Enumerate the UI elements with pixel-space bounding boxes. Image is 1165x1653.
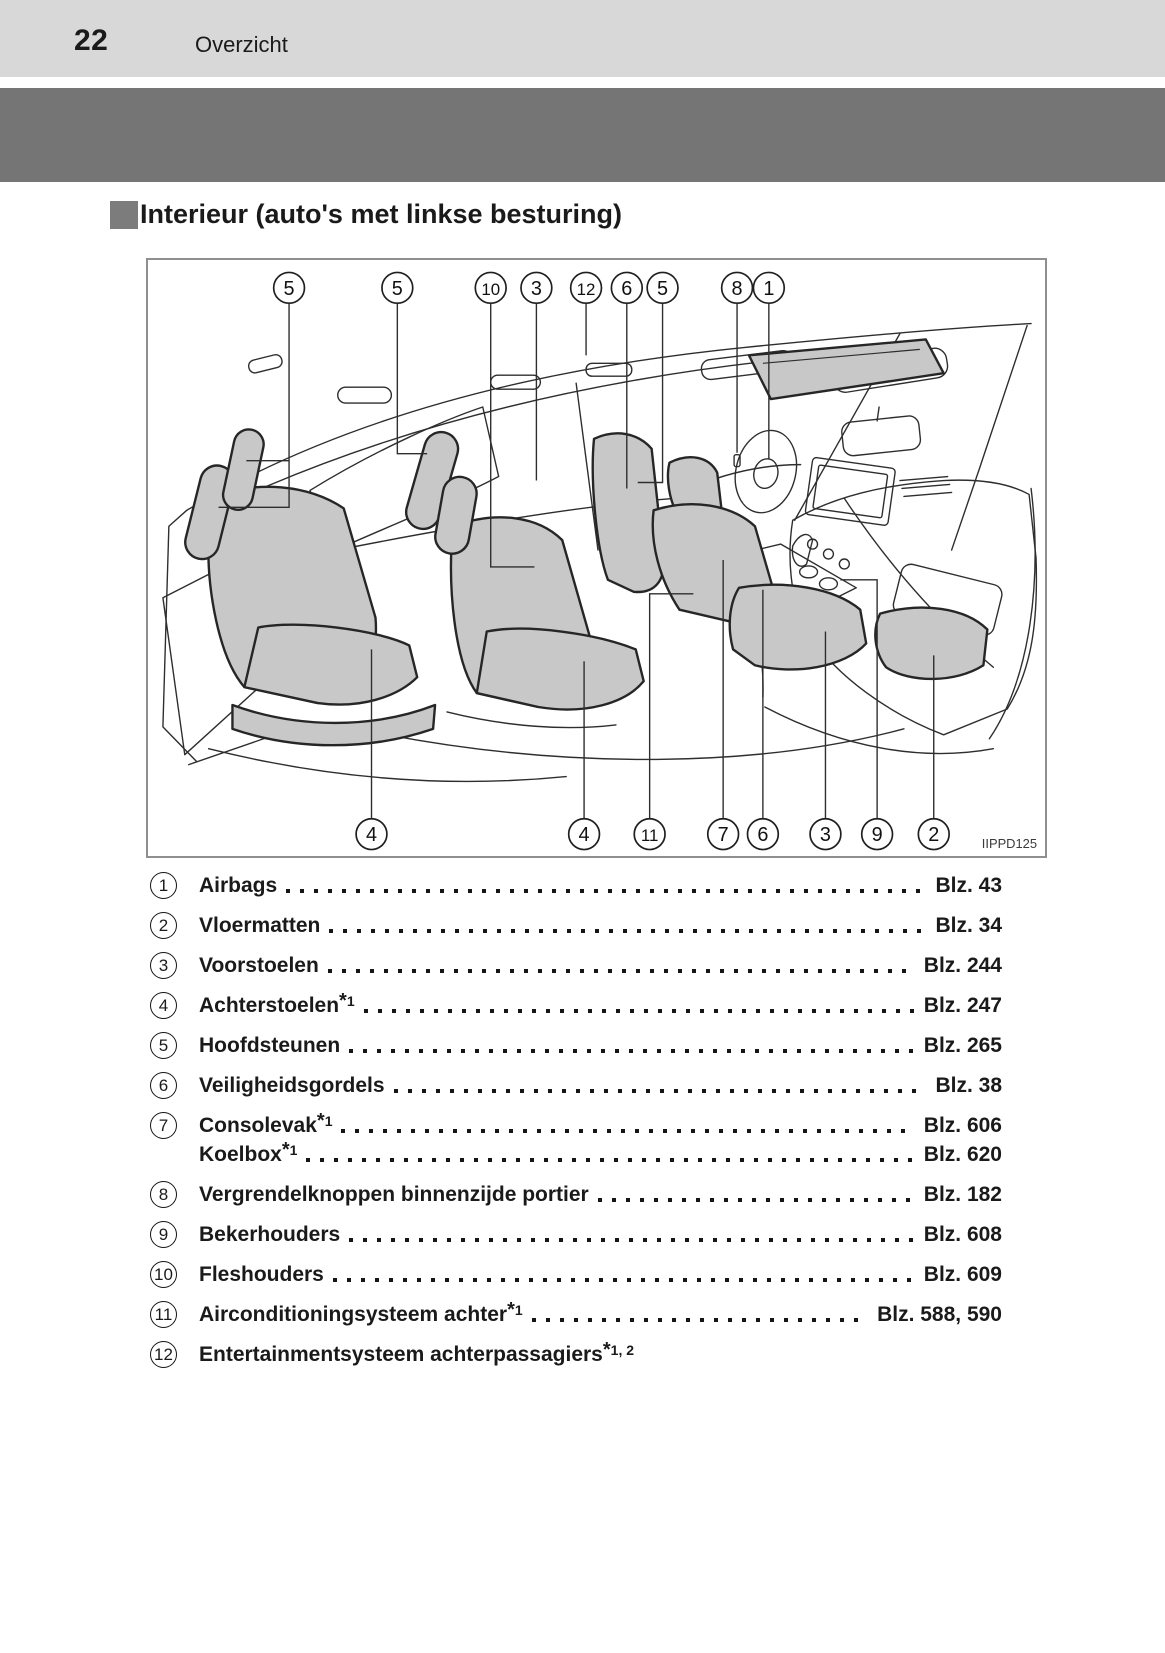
legend-item-label: Koelbox xyxy=(199,1143,282,1166)
legend-item xyxy=(150,992,1002,1019)
section-title-text: Interieur (auto's met linkse besturing) xyxy=(140,199,623,229)
overhead-entertainment-screen xyxy=(749,339,944,399)
legend-page-reference: Blz. 247 xyxy=(923,994,1002,1017)
legend-page-reference: Blz. 606 xyxy=(923,1114,1002,1137)
header-section-title: Overzicht xyxy=(195,32,288,57)
legend-item-number: 10 xyxy=(150,1261,177,1288)
legend-item-label: Bekerhouders xyxy=(199,1223,341,1246)
legend-item-label: Consolevak xyxy=(199,1114,317,1137)
legend-item-label: Voorstoelen xyxy=(199,954,319,977)
callout-number: 3 xyxy=(530,277,542,300)
legend-page-reference: Blz. 265 xyxy=(923,1034,1002,1057)
callout-number: 8 xyxy=(731,277,743,300)
header-band xyxy=(0,0,1165,77)
callout-leader-line xyxy=(650,594,694,818)
callout-number: 11 xyxy=(640,826,659,846)
legend-item-label: Vloermatten xyxy=(199,914,321,937)
legend-item-number: 7 xyxy=(150,1112,177,1139)
legend-page-reference: Blz. 609 xyxy=(923,1263,1002,1286)
legend-page-reference: Blz. 588, 590 xyxy=(877,1303,1002,1326)
callout-number: 4 xyxy=(365,824,378,847)
legend-item-label: Vergrendelknoppen binnenzijde portier xyxy=(199,1183,589,1206)
legend-page-reference: Blz. 182 xyxy=(923,1183,1002,1206)
footnote-marker: *1, 2 xyxy=(602,1339,635,1361)
section-title xyxy=(110,198,622,230)
callout-number: 3 xyxy=(819,824,831,847)
footnote-marker: *1 xyxy=(339,990,355,1012)
footnote-marker: *1 xyxy=(507,1299,523,1321)
legend-item xyxy=(150,1301,1002,1328)
callout-number: 2 xyxy=(928,824,940,847)
legend-item-label: Airbags xyxy=(199,874,278,897)
legend-item xyxy=(150,952,1002,979)
legend-page-reference: Blz. 38 xyxy=(935,1074,1002,1097)
legend-item xyxy=(150,912,1002,939)
legend-item xyxy=(150,872,1002,899)
legend-item xyxy=(150,1221,1002,1248)
front-cushion xyxy=(730,585,866,670)
legend-item xyxy=(150,1261,1002,1288)
legend-page-reference: Blz. 608 xyxy=(923,1223,1002,1246)
legend-item-label: Hoofdsteunen xyxy=(199,1034,341,1057)
dot-leader xyxy=(286,889,925,893)
dot-leader xyxy=(394,1089,926,1093)
legend-item xyxy=(150,1341,1002,1368)
section-bullet-square xyxy=(110,201,138,229)
legend-item-label: Veiligheidsgordels xyxy=(199,1074,385,1097)
page-number: 22 xyxy=(74,24,109,57)
callout-number: 10 xyxy=(481,279,501,299)
legend-list xyxy=(150,872,1002,1381)
callout-number: 1 xyxy=(763,277,775,300)
dot-leader xyxy=(306,1158,913,1162)
legend-item-number: 3 xyxy=(150,952,177,979)
footnote-marker: *1 xyxy=(316,1110,333,1132)
legend-item-label: Fleshouders xyxy=(199,1263,324,1286)
car-interior-drawing xyxy=(148,260,1045,856)
chapter-banner xyxy=(0,88,1165,182)
third-row-cushion xyxy=(244,625,417,705)
dot-leader xyxy=(341,1129,913,1133)
footnote-marker: *1 xyxy=(281,1139,298,1161)
legend-item-number: 6 xyxy=(150,1072,177,1099)
callout-number: 4 xyxy=(578,824,590,847)
legend-page-reference: Blz. 34 xyxy=(935,914,1002,937)
legend-item-number: 1 xyxy=(150,872,177,899)
legend-page-reference: Blz. 620 xyxy=(923,1143,1002,1166)
second-row-cushion xyxy=(477,629,644,710)
legend-page-reference: Blz. 43 xyxy=(935,874,1002,897)
dot-leader xyxy=(349,1049,914,1053)
callout-number: 5 xyxy=(657,277,669,300)
callout-number: 7 xyxy=(717,824,729,847)
legend-item-number: 8 xyxy=(150,1181,177,1208)
dot-leader xyxy=(329,929,925,933)
legend-item-label: Entertainmentsysteem achterpassagiers xyxy=(199,1343,603,1366)
legend-item-number: 2 xyxy=(150,912,177,939)
legend-item xyxy=(150,1181,1002,1208)
figure-code: IIPPD125 xyxy=(981,836,1038,852)
dot-leader xyxy=(328,969,914,973)
legend-item-number: 12 xyxy=(150,1341,177,1368)
legend-item xyxy=(150,1072,1002,1099)
interior-diagram xyxy=(146,258,1047,858)
legend-page-reference: Blz. 244 xyxy=(923,954,1002,977)
legend-item-label: Achterstoelen xyxy=(199,994,340,1017)
legend-item xyxy=(150,1032,1002,1059)
callout-number: 6 xyxy=(757,824,769,847)
legend-item-number: 5 xyxy=(150,1032,177,1059)
legend-item xyxy=(150,1112,1002,1168)
legend-item-number: 11 xyxy=(150,1301,177,1328)
callout-number: 9 xyxy=(871,824,883,847)
callout-number: 6 xyxy=(621,277,633,300)
dot-leader xyxy=(532,1318,867,1322)
callout-number: 12 xyxy=(576,279,596,299)
callout-number: 5 xyxy=(283,277,295,300)
dot-leader xyxy=(364,1009,914,1013)
legend-item-label: Airconditioningsysteem achter xyxy=(199,1303,508,1326)
dot-leader xyxy=(349,1238,914,1242)
callout-number: 5 xyxy=(391,277,403,300)
dot-leader xyxy=(333,1278,914,1282)
dot-leader xyxy=(598,1198,914,1202)
floor-mat xyxy=(875,608,987,679)
legend-item-number: 9 xyxy=(150,1221,177,1248)
legend-item-number: 4 xyxy=(150,992,177,1019)
